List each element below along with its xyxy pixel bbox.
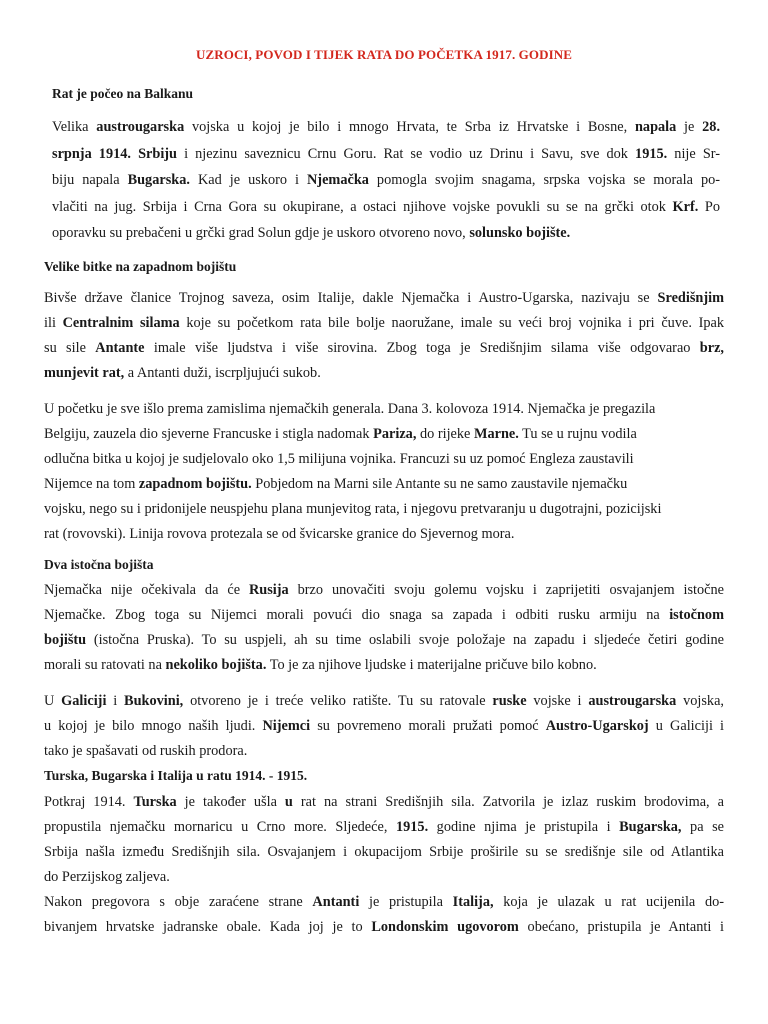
text-line (44, 578, 724, 603)
text-line (52, 194, 720, 221)
bold-term: Centralnim silama (62, 315, 180, 331)
text-line (44, 603, 724, 628)
text-run: Njemačke. Zbog toga su Nijemci morali povući dio snaga sa zapada i odbiti rusku armiju na (44, 607, 670, 623)
paragraph (44, 790, 724, 940)
text-line (44, 890, 724, 915)
text-run: i njezinu saveznicu Crnu Goru. Rat se vodio uz Drinu i Savu, sve dok (177, 145, 636, 162)
text-run: pa se (681, 819, 724, 835)
bold-term: Londonskim ugovorom (371, 919, 519, 935)
text-line (52, 220, 720, 247)
text-run: brzo unovačiti svoju golemu vojsku i zaprijetiti osvajanjem istočne (288, 582, 724, 598)
text-line (44, 497, 724, 522)
text-run: U početku je sve išlo prema zamislima njemačkih generala. Dana 3. kolovoza 1914. Njemačka je pregazila (44, 401, 656, 417)
bold-term: Središnjim (657, 290, 724, 306)
text-line (44, 286, 724, 311)
text-line (44, 361, 724, 386)
bold-term: Galiciji (61, 693, 107, 709)
bold-term: Bugarska. (127, 172, 190, 188)
bold-term: zapadnom bojištu. (138, 476, 252, 492)
bold-term: Antanti (312, 894, 360, 910)
bold-term: austrougarska (588, 693, 677, 709)
text-run: Srbija našla između Središnjih sila. Osvajanjem i okupacijom Srbije proširile su se središnje sile od Atlantika (44, 844, 724, 860)
text-line (44, 840, 724, 865)
section-heading-turkey-bulgaria-italy: Turska, Bugarska i Italija u ratu 1914. - 1915. (44, 768, 308, 783)
text-run: koja je ulazak u rat ucijenila do- (493, 894, 725, 910)
bold-term: Krf. (672, 198, 699, 215)
text-line (52, 141, 720, 168)
text-run: bivanjem hrvatske jadranske obale. Kada joj je to (44, 919, 372, 935)
text-run: oporavku su prebačeni u grčki grad Solun gdje je uskoro otvoreno novo, (52, 225, 470, 241)
text-run: Nijemce na tom (44, 476, 139, 492)
section-heading-western-front: Velike bitke na zapadnom bojištu (44, 259, 237, 274)
text-run: otvoreno je i treće veliko ratište. Tu su ratovale (183, 693, 493, 709)
text-run: Pobjedom na Marni sile Antante su ne samo zaustavile njemačku (251, 476, 628, 492)
text-run: odlučna bitka u kojoj je sudjelovalo oko 1,5 milijuna vojnika. Francuzi su uz pomoć Engleza zaustavili (44, 451, 634, 467)
text-run: Nakon pregovora s obje zaraćene strane (44, 894, 313, 910)
text-run: i (106, 693, 125, 709)
bold-term: munjevit rat, (44, 365, 125, 381)
text-line (44, 336, 724, 361)
text-run: su povremeno morali pružati pomoć (310, 718, 546, 734)
bold-term: u (284, 794, 293, 810)
bold-term: 1915. (395, 819, 429, 835)
text-line (44, 689, 724, 714)
text-run: Belgiju, zauzela dio sjeverne Francuske i stigla nadomak (44, 426, 374, 442)
bold-term: 28. (702, 119, 721, 135)
text-run: tako je spašavati od ruskih prodora. (44, 743, 248, 759)
paragraph (44, 397, 724, 547)
bold-term: Turska (133, 794, 177, 810)
bold-term: Marne. (473, 426, 519, 442)
text-run: To je za njihove ljudske i materijalne pričuve bilo kobno. (266, 657, 597, 673)
text-run: do Perzijskog zaljeva. (44, 869, 170, 885)
text-run: ili (44, 315, 63, 331)
text-line (44, 790, 724, 815)
text-line (44, 739, 724, 764)
text-run: vojske i (526, 693, 589, 709)
paragraph (52, 114, 720, 247)
bold-term: solunsko bojište. (469, 225, 571, 241)
bold-term: bojištu (44, 632, 87, 648)
text-run: je (676, 119, 703, 135)
text-run: Tu se u rujnu vodila (518, 426, 637, 442)
text-run: vojska u kojoj je bilo i mnogo Hrvata, te Srba iz Hrvatske i Bosne, (184, 119, 635, 135)
text-line (44, 714, 724, 739)
bold-term: srpnja 1914. (52, 145, 131, 162)
text-run: rat (rovovski). Linija rovova protezala se od švicarske granice do Sjevernog mora. (44, 526, 515, 542)
text-run: Njemačka nije očekivala da će (44, 582, 249, 598)
text-line (44, 422, 724, 447)
text-run: Potkraj 1914. (44, 794, 134, 810)
bold-term: istočnom (669, 607, 724, 623)
text-run: rat na strani Središnjih sila. Zatvorila je izlaz ruskim brodovima, a (292, 794, 724, 810)
text-run: Bivše države članice Trojnog saveza, osim Italije, dakle Njemačka i Austro-Ugarska, nazivaju se (44, 290, 658, 306)
text-run: vojska, (676, 693, 724, 709)
bold-term: Pariza, (373, 426, 417, 442)
text-run: Velika (52, 119, 97, 135)
text-line (44, 522, 724, 547)
text-run: u kojoj je bilo mnogo naših ljudi. (44, 718, 263, 734)
bold-term: Italija, (452, 894, 494, 910)
text-run: nije Sr- (667, 145, 721, 162)
text-line (44, 865, 724, 890)
text-run: koje su početkom rata bile bolje naoružane, imale su veći broj vojnika i pri čuve. Ipak (179, 315, 724, 331)
text-run: (istočna Pruska). To su uspjeli, ah su time oslabili svoje položaje na zapadu i sljedeće četiri godine (86, 632, 724, 648)
text-run: U (44, 693, 62, 709)
bold-term: ruske (492, 693, 527, 709)
text-line (44, 915, 724, 940)
page-title: UZROCI, POVOD I TIJEK RATA DO POČETKA 1917. GODINE (195, 47, 572, 62)
bold-term: Srbiju (138, 145, 178, 162)
section-heading-balkan: Rat je počeo na Balkanu (52, 86, 194, 101)
text-line (52, 167, 720, 194)
text-line (44, 311, 724, 336)
text-run: imale više ljudstva i više sirovina. Zbog toga je Središnjim silama više odgovarao (144, 340, 700, 356)
text-run: a Antanti duži, iscrpljujući sukob. (124, 365, 321, 381)
text-run: su sile (44, 340, 96, 356)
text-line (44, 653, 724, 678)
text-line (44, 397, 724, 422)
text-run: obećano, pristupila je Antanti i (518, 919, 724, 935)
paragraph (44, 578, 724, 678)
bold-term: Antante (95, 340, 145, 356)
text-run: propustila njemačku mornaricu u Crno more. Sljedeće, (44, 819, 396, 835)
text-line (44, 472, 724, 497)
text-run: do rijeke (416, 426, 474, 442)
text-line (52, 114, 720, 141)
text-run: pomogla svojim snagama, srpska vojska se morala po- (368, 172, 721, 188)
bold-term: Rusija (248, 582, 289, 598)
text-run: biju napala (52, 172, 128, 188)
bold-term: 1915. (635, 145, 668, 162)
paragraph (44, 286, 724, 386)
bold-term: brz, (699, 340, 724, 356)
text-run: godine njima je pristupila i (428, 819, 620, 835)
text-line (44, 628, 724, 653)
bold-term: Njemačka (306, 172, 369, 188)
paragraph (44, 689, 724, 764)
text-line (44, 815, 724, 840)
text-run: je pristupila (359, 894, 453, 910)
bold-term: austrougarska (96, 119, 185, 135)
text-run: Po (698, 198, 720, 215)
bold-term: napala (634, 119, 677, 135)
text-run: vlačiti na jug. Srbija i Crna Gora su okupirane, a ostaci njihove vojske povukli su se na grčki otok (52, 198, 673, 215)
text-line (44, 447, 724, 472)
text-run: morali su ratovati na (44, 657, 166, 673)
section-heading-eastern-fronts: Dva istočna bojišta (44, 557, 154, 572)
bold-term: Bukovini, (124, 693, 184, 709)
text-run: vojsku, nego su i pridonijele neuspjehu plana munjevitog rata, i njegovu pretvaranju u dugotrajni, pozicijski (44, 501, 662, 517)
text-run: Kad je uskoro i (189, 172, 307, 188)
bold-term: Nijemci (262, 718, 311, 734)
text-run (131, 146, 138, 162)
bold-term: nekoliko bojišta. (165, 657, 267, 673)
bold-term: Austro-Ugarskoj (545, 718, 649, 734)
text-run: je također ušla (176, 794, 285, 810)
bold-term: Bugarska, (619, 819, 682, 835)
text-run: u Galiciji i (648, 718, 724, 734)
